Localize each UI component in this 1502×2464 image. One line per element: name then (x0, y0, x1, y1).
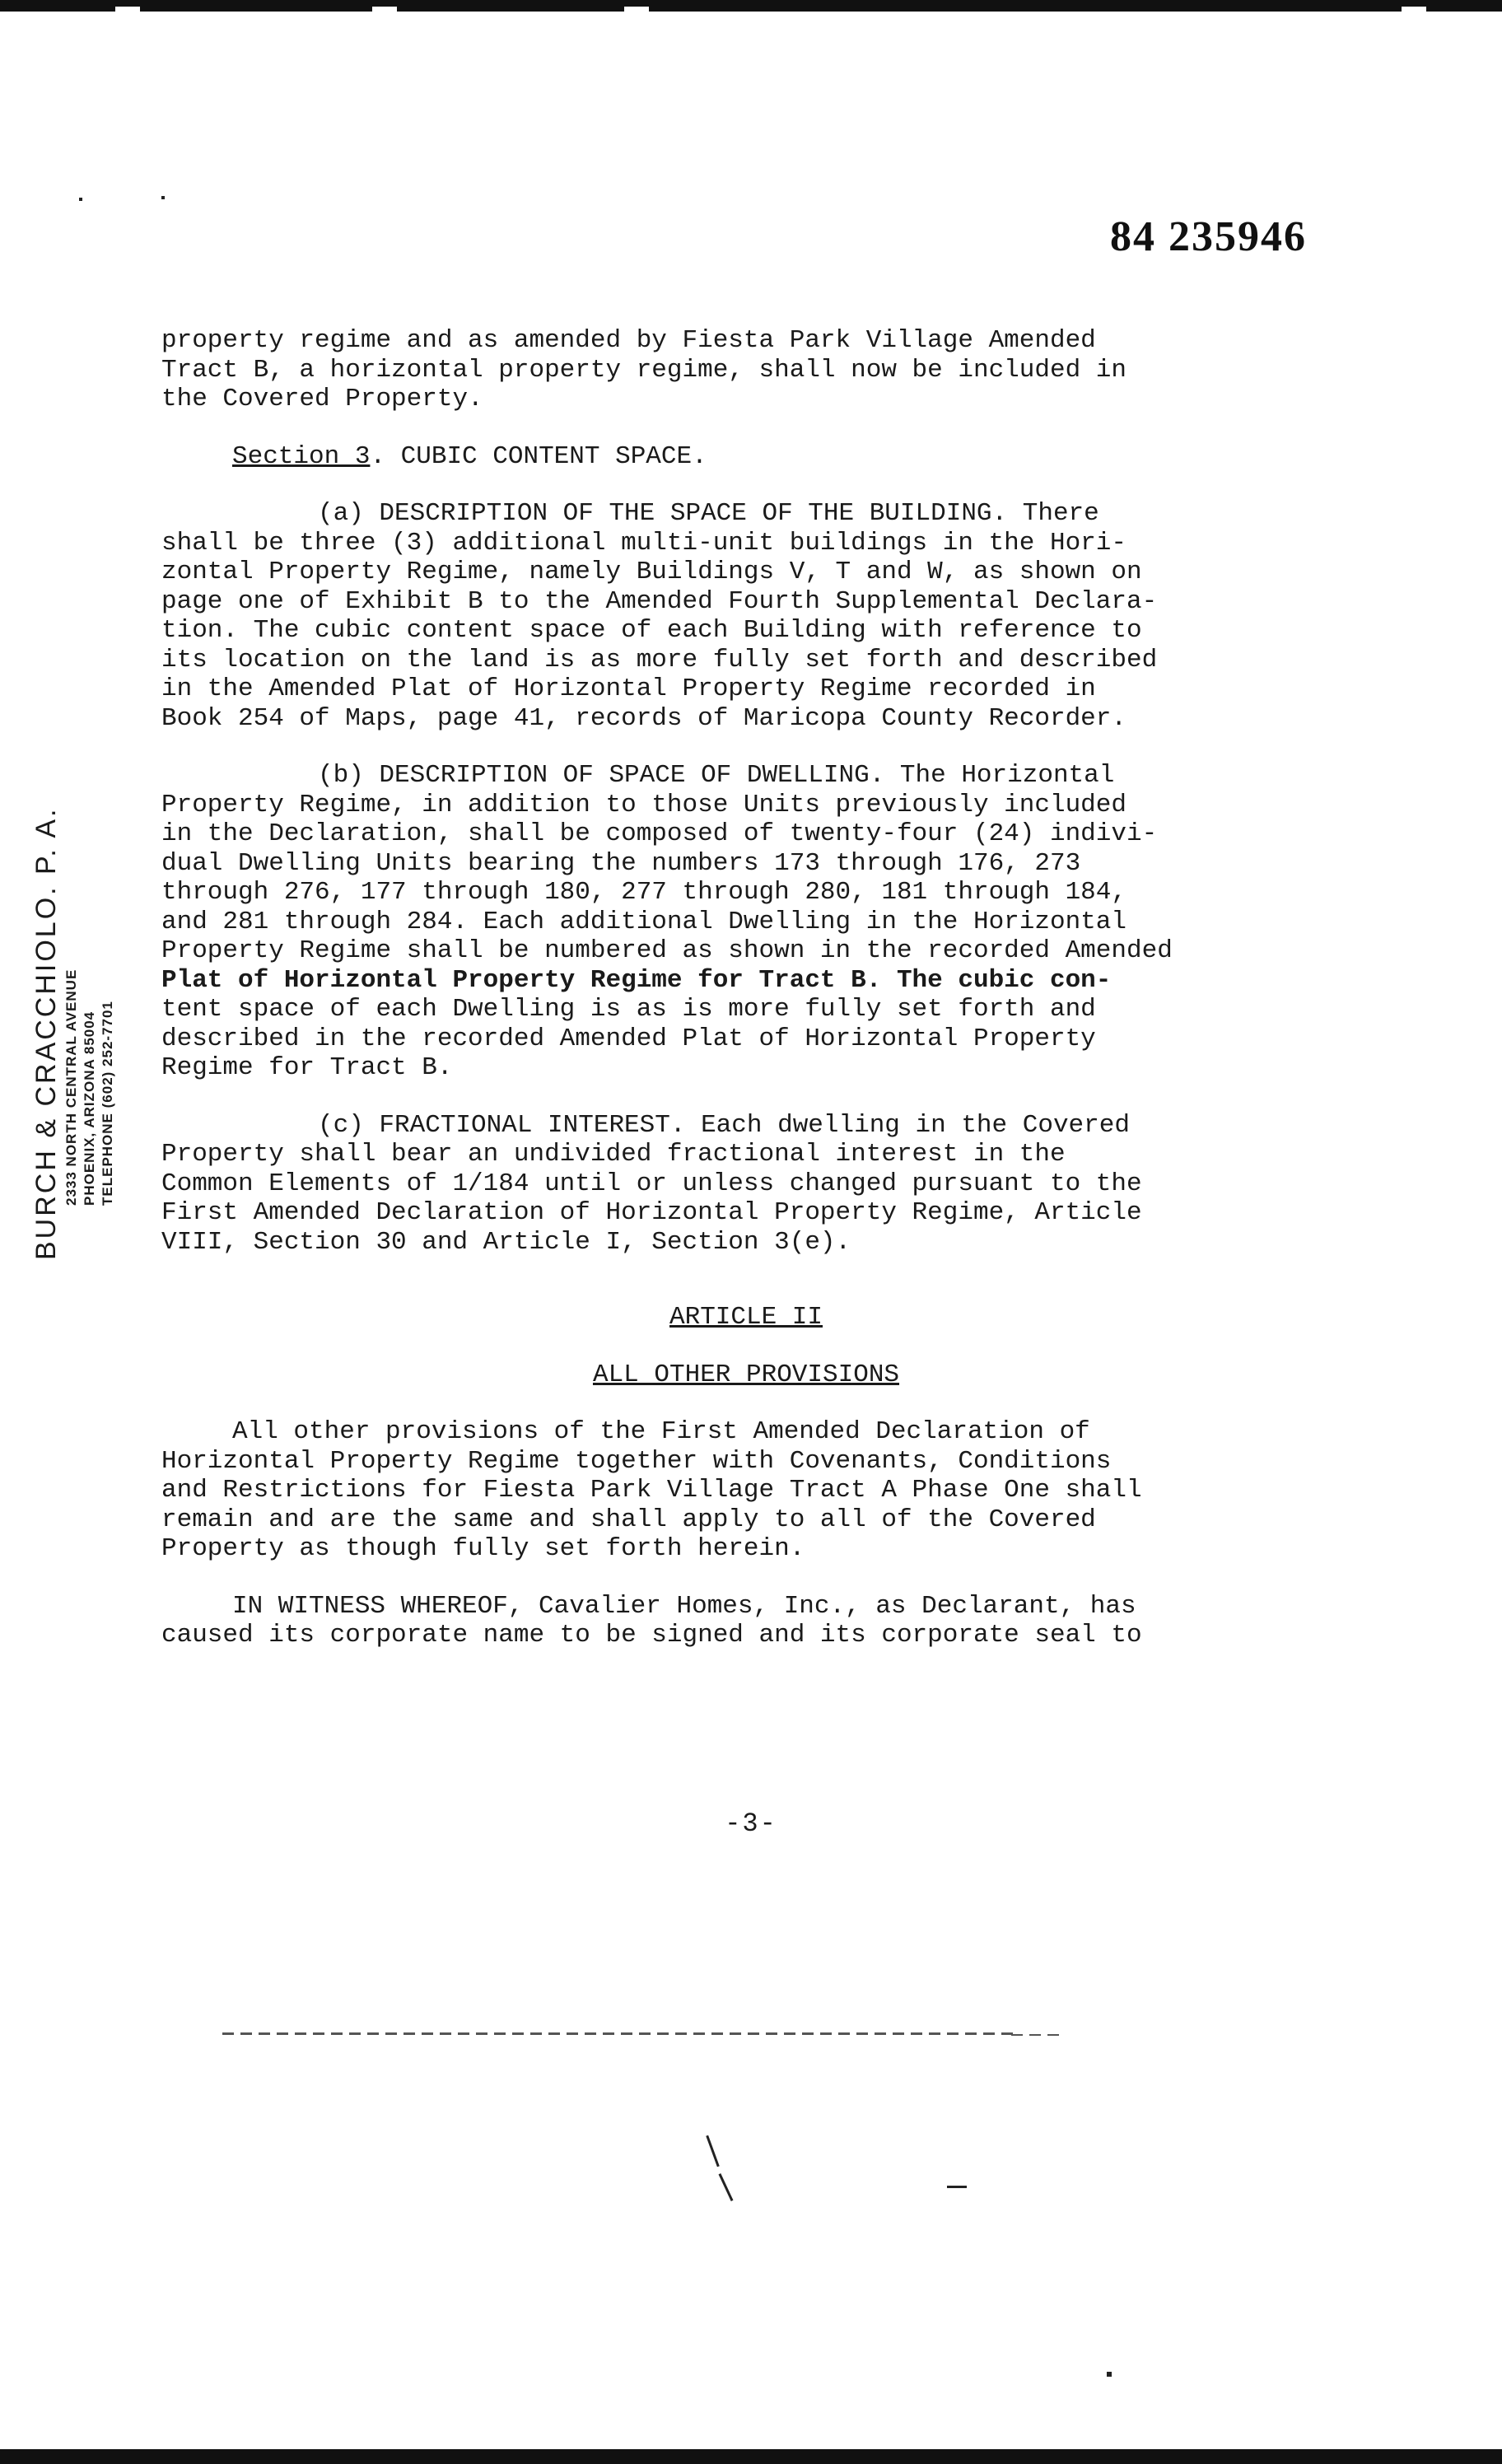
firm-telephone: TELEPHONE (602) 252-7701 (100, 1001, 115, 1206)
text-line: All other provisions of the First Amended Declaration of (232, 1417, 1090, 1446)
scan-top-edge (0, 0, 1502, 12)
scan-artifact-mark (1107, 2372, 1112, 2377)
text-line: in the Amended Plat of Horizontal Property Regime recorded in (161, 674, 1096, 703)
text-line: Book 254 of Maps, page 41, records of Maricopa County Recorder. (161, 703, 1126, 733)
text-line: tent space of each Dwelling is as is more fully set forth and (161, 995, 1096, 1024)
text-line: (a) DESCRIPTION OF THE SPACE OF THE BUILDING. There (318, 499, 1099, 528)
text-line: its location on the land is as more fully set forth and described (161, 645, 1158, 674)
provisions-paragraph (161, 1417, 1331, 1564)
text-line: First Amended Declaration of Horizontal Property Regime, Article (161, 1198, 1142, 1227)
document-body (161, 326, 1331, 1650)
text-line: page one of Exhibit B to the Amended Fourth Supplemental Declara- (161, 586, 1158, 616)
recording-number: 84 235946 (1110, 213, 1307, 260)
section3-heading (161, 442, 1331, 472)
scan-artifact-line (222, 2032, 1013, 2035)
text-line: Property Regime, in addition to those Units previously included (161, 790, 1126, 819)
text-line: VIII, Section 30 and Article I, Section 3(e). (161, 1227, 851, 1257)
text-line: Plat of Horizontal Property Regime for Tract B. The cubic con- (161, 965, 1112, 995)
paragraph-a (161, 499, 1331, 733)
article-subheading: ALL OTHER PROVISIONS (592, 1360, 900, 1389)
text-line: the Covered Property. (161, 385, 483, 413)
scan-mark (372, 7, 397, 12)
text-line: and Restrictions for Fiesta Park Village Tract A Phase One shall (161, 1476, 1142, 1505)
page-number: -3- (725, 1808, 777, 1839)
section3-title: . CUBIC CONTENT SPACE. (370, 441, 707, 471)
text-line: dual Dwelling Units bearing the numbers 173 through 176, 273 (161, 848, 1081, 878)
witness-paragraph (161, 1592, 1331, 1650)
scan-artifact-mark (161, 196, 165, 199)
text-line: (b) DESCRIPTION OF SPACE OF DWELLING. The Horizontal (318, 761, 1115, 790)
law-firm-sidebar (30, 807, 117, 1261)
scan-artifact-mark (79, 198, 82, 201)
scan-artifact-mark (719, 2173, 734, 2201)
scan-artifact-line (1011, 2034, 1061, 2036)
paragraph-c (161, 1111, 1331, 1258)
firm-name: BURCH & CRACCHIOLO. P. A. (30, 806, 62, 1260)
scan-bottom-edge (0, 2449, 1502, 2464)
intro-paragraph (161, 326, 1331, 414)
scan-mark (1402, 7, 1426, 12)
text-line: Property shall bear an undivided fractional interest in the (161, 1140, 1066, 1169)
text-line: property regime and as amended by Fiesta Park Village Amended (161, 326, 1096, 355)
text-line: in the Declaration, shall be composed of twenty-four (24) indivi- (161, 819, 1158, 848)
text-line: caused its corporate name to be signed and its corporate seal to (161, 1621, 1142, 1650)
text-line: Property Regime shall be numbered as shown in the recorded Amended (161, 936, 1173, 965)
text-line: Tract B, a horizontal property regime, shall now be included in (161, 355, 1126, 385)
paragraph-b (161, 761, 1331, 1083)
article-heading: ARTICLE II (669, 1303, 823, 1332)
text-line: zontal Property Regime, namely Buildings V, T and W, as shown on (161, 558, 1142, 586)
scan-mark (115, 7, 140, 12)
text-line: tion. The cubic content space of each Building with reference to (161, 616, 1142, 645)
section3-label: Section 3 (232, 441, 371, 471)
text-line: shall be three (3) additional multi-unit buildings in the Hori- (161, 528, 1126, 558)
text-line: through 276, 177 through 180, 277 through 280, 181 through 184, (161, 878, 1126, 907)
text-line: Property as though fully set forth herein. (161, 1534, 805, 1563)
text-line: described in the recorded Amended Plat of Horizontal Property (161, 1024, 1096, 1053)
text-line: Common Elements of 1/184 until or unless changed pursuant to the (161, 1169, 1142, 1198)
text-line: Horizontal Property Regime together with Covenants, Conditions (161, 1446, 1112, 1476)
firm-address-line1: 2333 NORTH CENTRAL AVENUE (63, 968, 79, 1206)
firm-address-line2: PHOENIX, ARIZONA 85004 (82, 1010, 97, 1206)
scan-artifact-mark (947, 2186, 967, 2188)
scan-mark (624, 7, 649, 12)
text-line: IN WITNESS WHEREOF, Cavalier Homes, Inc., as Declarant, has (232, 1591, 1136, 1621)
text-line: remain and are the same and shall apply to all of the Covered (161, 1505, 1096, 1534)
text-line: and 281 through 284. Each additional Dwelling in the Horizontal (161, 907, 1126, 936)
scan-artifact-mark (706, 2135, 719, 2168)
text-line: Regime for Tract B. (161, 1053, 453, 1082)
text-line: (c) FRACTIONAL INTEREST. Each dwelling in the Covered (318, 1110, 1130, 1140)
